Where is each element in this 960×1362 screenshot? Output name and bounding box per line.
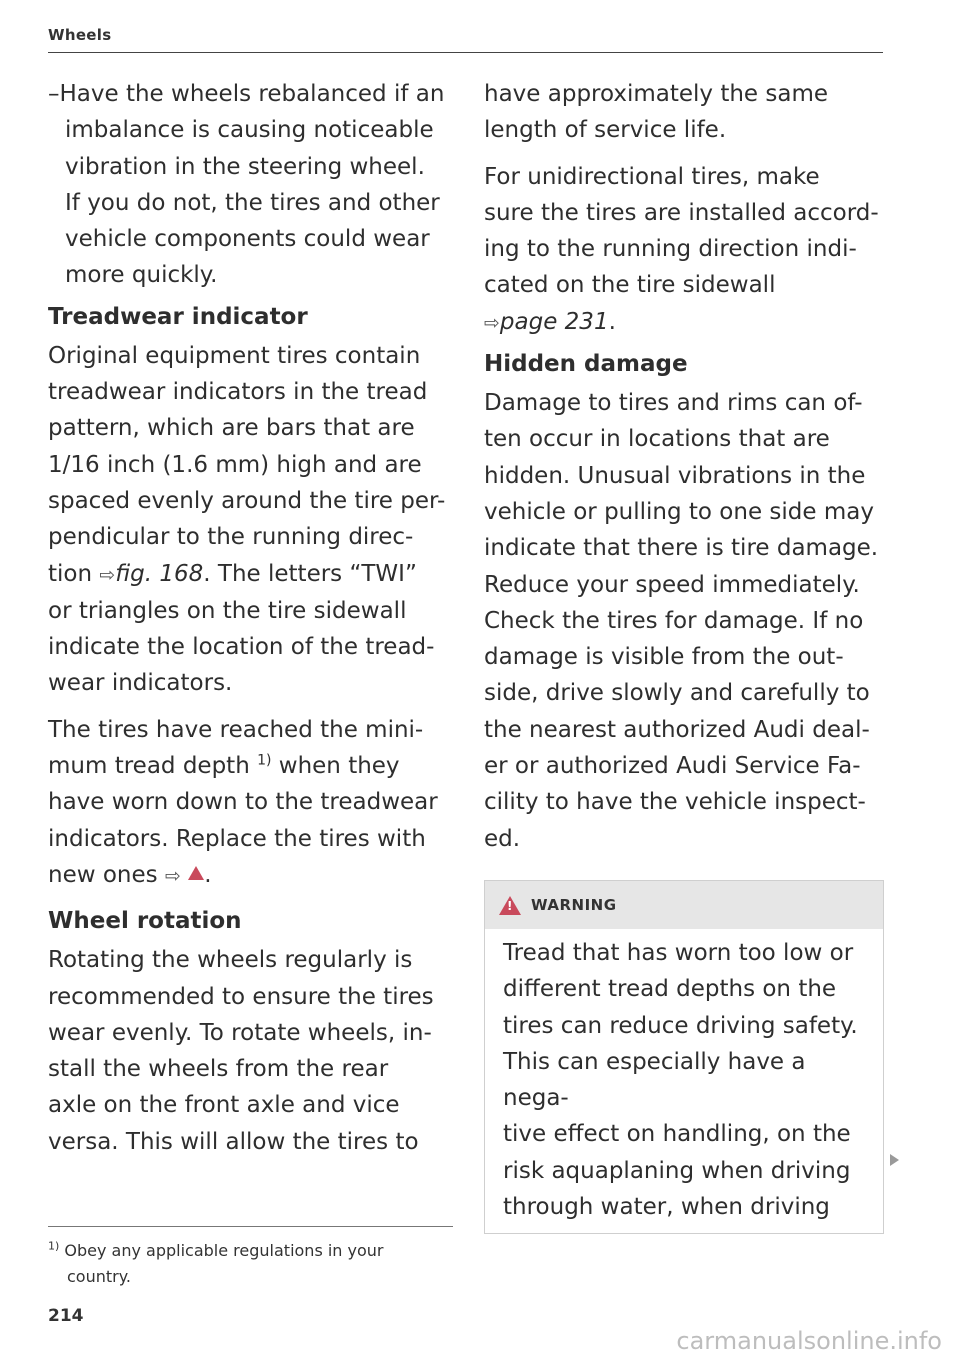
footnote — [48, 1238, 458, 1290]
continue-arrow-icon — [890, 1154, 899, 1166]
right-column — [484, 76, 884, 857]
header-rule — [48, 52, 883, 53]
text-fragment: mum tread depth — [48, 753, 258, 780]
text-line: Check the tires for damage. If no — [484, 607, 864, 634]
text-line: sure the tires are installed accord- — [484, 199, 879, 226]
min-tread-paragraph — [48, 712, 448, 894]
text-line: the nearest authorized Audi deal- — [484, 716, 870, 743]
footnote-rule — [48, 1226, 453, 1227]
text-line: vehicle components could wear — [65, 226, 430, 253]
text-line: Tread that has worn too low or — [503, 940, 854, 966]
text-line: or triangles on the tire sidewall — [48, 597, 407, 624]
text-fragment: Obey any applicable regulations in your — [59, 1241, 384, 1260]
text-fragment: tion — [48, 560, 100, 587]
text-line: ed. — [484, 825, 521, 852]
text-line: hidden. Unusual vibrations in the — [484, 462, 866, 489]
warning-triangle-icon — [499, 896, 521, 915]
text-line: ing to the running direction indi- — [484, 236, 857, 263]
rebalance-paragraph — [48, 76, 448, 294]
text-line: 1/16 inch (1.6 mm) high and are — [48, 451, 422, 478]
rotation-paragraph — [48, 942, 448, 1160]
text-line-with-footnote — [48, 748, 448, 784]
text-line: wear indicators. — [48, 670, 233, 697]
watermark: carmanualsonline.info — [676, 1327, 942, 1355]
text-line: axle on the front axle and vice — [48, 1092, 400, 1119]
text-fragment: . — [608, 308, 616, 335]
warning-header — [485, 881, 883, 929]
arrow-right-icon: ⇨ — [99, 563, 116, 586]
text-line: length of service life. — [484, 117, 727, 144]
warning-triangle-icon[interactable] — [188, 866, 204, 880]
text-line: Original equipment tires contain — [48, 342, 421, 369]
footnote-line: country. — [67, 1267, 131, 1286]
text-line: side, drive slowly and carefully to — [484, 680, 870, 707]
text-line: –Have the wheels rebalanced if an — [48, 81, 445, 107]
wheel-rotation-heading: Wheel rotation — [48, 908, 242, 935]
text-line: vehicle or pulling to one side may — [484, 498, 874, 525]
text-line: wear evenly. To rotate wheels, in- — [48, 1019, 432, 1046]
text-line: Reduce your speed immediately. — [484, 571, 860, 598]
footnote-line — [48, 1238, 458, 1264]
text-line: pendicular to the running direc- — [48, 524, 414, 551]
arrow-right-icon: ⇨ — [164, 864, 181, 887]
unidirectional-paragraph — [484, 159, 884, 341]
hidden-damage-paragraph — [484, 385, 884, 857]
text-line: versa. This will allow the tires to — [48, 1128, 419, 1155]
text-line: have approximately the same — [484, 81, 829, 107]
text-line: cility to have the vehicle inspect- — [484, 789, 866, 816]
text-fragment: new ones — [48, 861, 165, 888]
fig-168-link[interactable]: fig. 168 — [115, 560, 204, 587]
footnote-number: 1) — [48, 1239, 60, 1253]
text-line: ten occur in locations that are — [484, 426, 830, 453]
text-line: risk aquaplaning when driving — [503, 1157, 851, 1184]
running-header: Wheels — [48, 26, 112, 44]
text-line: tires can reduce driving safety. — [503, 1012, 858, 1039]
text-line: different tread depths on the — [503, 976, 837, 1003]
arrow-right-icon: ⇨ — [484, 311, 500, 334]
text-line: cated on the tire sidewall — [484, 272, 776, 299]
text-line: spaced evenly around the tire per- — [48, 487, 446, 514]
left-column — [48, 76, 448, 1160]
text-line: imbalance is causing noticeable — [65, 117, 434, 144]
warning-body — [485, 929, 883, 1233]
text-line-with-ref — [484, 304, 884, 341]
text-line: pattern, which are bars that are — [48, 415, 415, 442]
text-line: indicate the location of the tread- — [48, 634, 435, 661]
page-number: 214 — [48, 1306, 84, 1326]
text-line: treadwear indicators in the tread — [48, 379, 428, 406]
text-line: have worn down to the treadwear — [48, 789, 438, 816]
footnote-marker[interactable]: 1) — [257, 752, 272, 769]
text-line: recommended to ensure the tires — [48, 983, 434, 1010]
text-line-with-warning-ref: new ones ⇨ . — [48, 861, 212, 888]
text-fragment: . The letters “TWI” — [203, 560, 417, 587]
rotation-continued-paragraph — [484, 76, 884, 149]
page-231-link[interactable]: page 231 — [499, 308, 609, 335]
text-line: er or authorized Audi Service Fa- — [484, 753, 861, 780]
warning-box — [484, 880, 884, 1234]
text-line: indicators. Replace the tires with — [48, 825, 426, 852]
text-line: damage is visible from the out- — [484, 644, 844, 671]
text-line: stall the wheels from the rear — [48, 1056, 389, 1083]
treadwear-paragraph — [48, 338, 448, 702]
text-line: more quickly. — [65, 262, 218, 289]
text-line: The tires have reached the mini- — [48, 716, 424, 743]
treadwear-heading: Treadwear indicator — [48, 303, 308, 330]
text-line: For unidirectional tires, make — [484, 163, 820, 190]
hidden-damage-heading: Hidden damage — [484, 351, 688, 378]
text-line: indicate that there is tire damage. — [484, 535, 879, 562]
warning-label: WARNING — [531, 896, 617, 914]
text-line: tive effect on handling, on the — [503, 1121, 851, 1148]
text-line: Rotating the wheels regularly is — [48, 947, 413, 974]
text-fragment: when they — [271, 753, 400, 780]
text-line: This can especially have a nega- — [503, 1048, 806, 1112]
text-line: through water, when driving — [503, 1194, 830, 1221]
text-line: vibration in the steering wheel. — [65, 153, 425, 180]
text-line: Damage to tires and rims can of- — [484, 390, 863, 417]
text-line: If you do not, the tires and other — [65, 189, 440, 216]
text-line-with-ref — [48, 556, 448, 593]
